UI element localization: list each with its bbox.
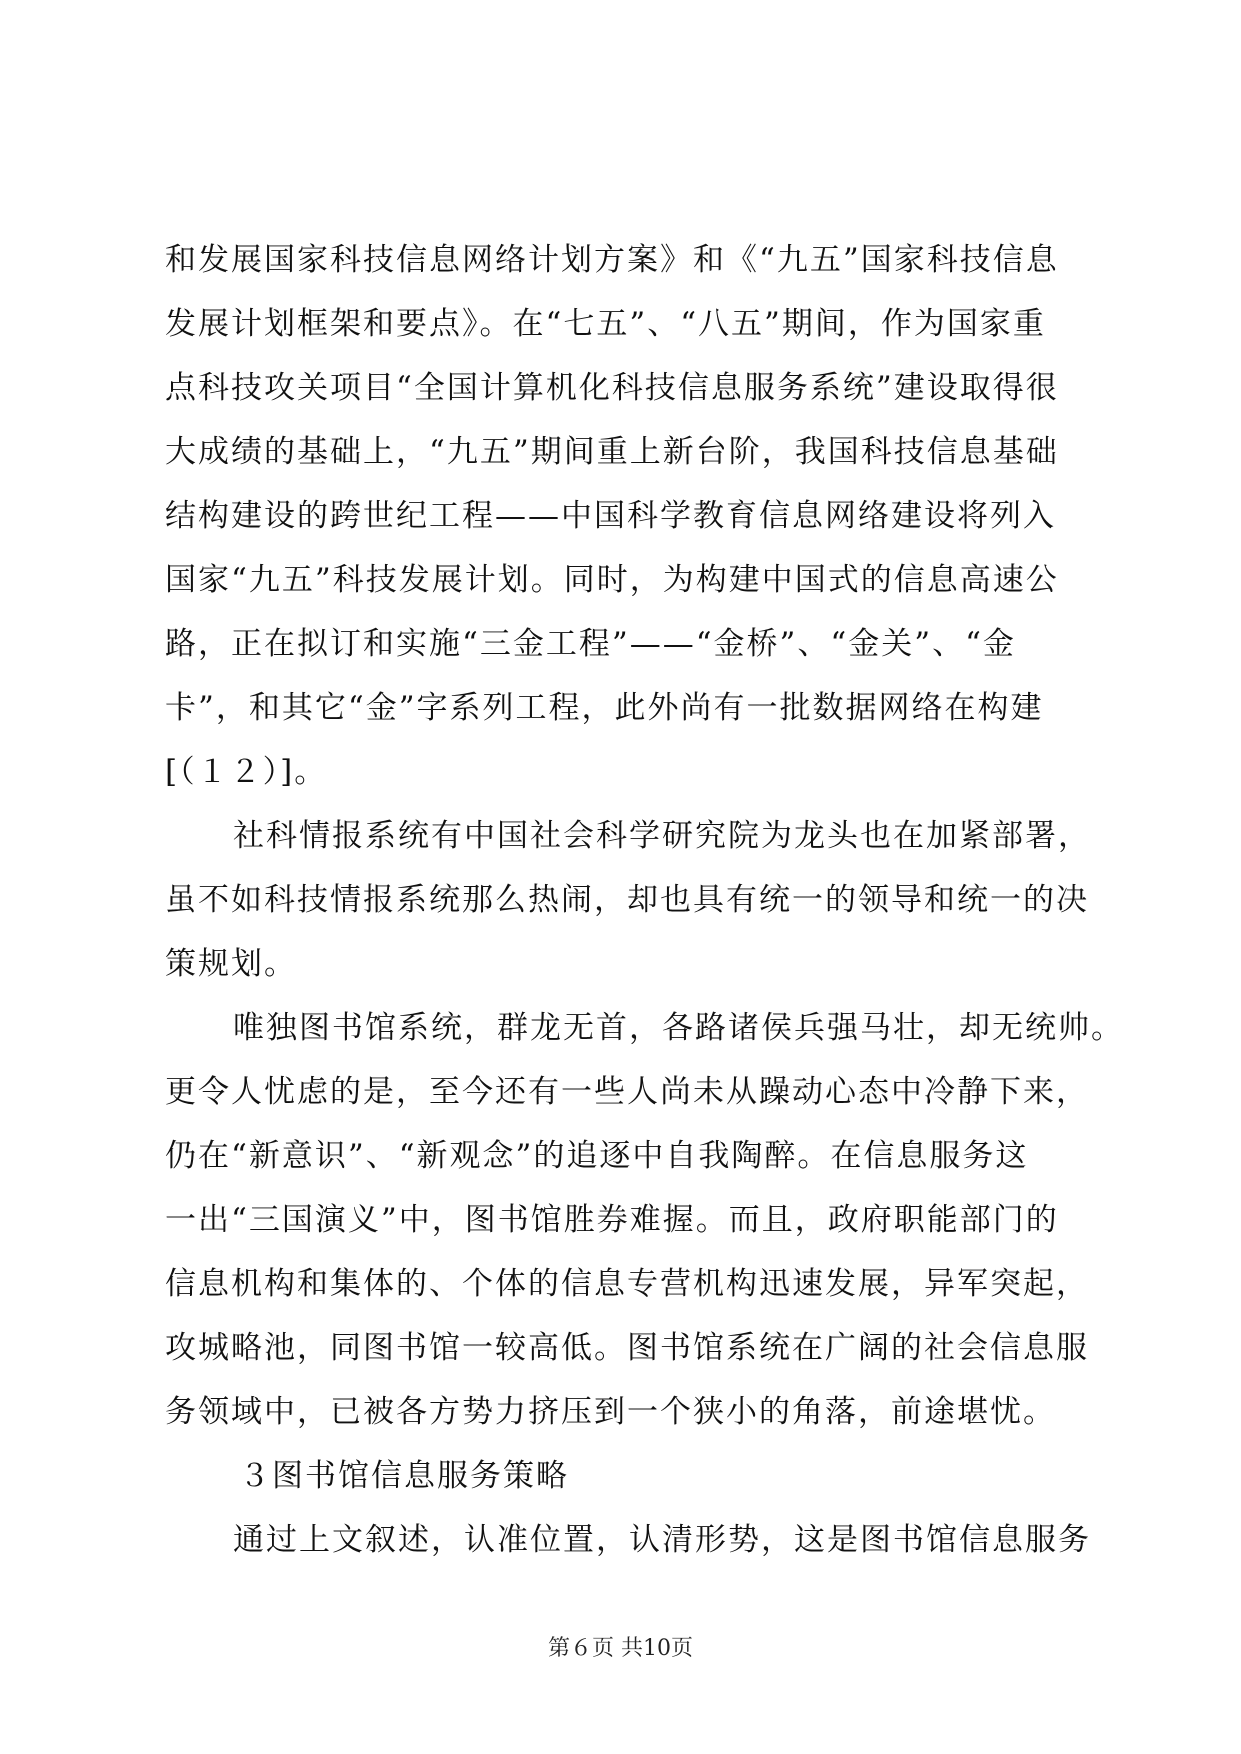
text-line: 更令人忧虑的是，至今还有一些人尚未从躁动心态中冷静下来， [165,1074,1089,1110]
text-line: 和发展国家科技信息网络计划方案》和《“九五”国家科技信息 [165,242,1059,278]
text-line: 路，正在拟订和实施“三金工程”——“金桥”、“金关”、“金 [165,626,1016,662]
document-body [165,228,1124,1572]
text-line: 虽不如科技情报系统那么热闹，却也具有统一的领导和统一的决 [165,882,1089,918]
text-line: 信息机构和集体的、个体的信息专营机构迅速发展，异军突起， [165,1266,1089,1302]
citation-line: [（１２）]。 [165,754,328,790]
text-line: 策规划。 [165,946,297,982]
section-heading: ３图书馆信息服务策略 [239,1458,569,1494]
text-line: 大成绩的基础上，“九五”期间重上新台阶，我国科技信息基础 [165,434,1059,470]
paragraph-start-line: 唯独图书馆系统，群龙无首，各路诸侯兵强马壮，却无统帅。 [233,1010,1124,1046]
text-line: 国家“九五”科技发展计划。同时，为构建中国式的信息高速公 [165,562,1059,598]
text-line: 仍在“新意识”、“新观念”的追逐中自我陶醉。在信息服务这 [165,1138,1029,1174]
text-line: 点科技攻关项目“全国计算机化科技信息服务系统”建设取得很 [165,370,1059,406]
text-line: 卡”，和其它“金”字系列工程，此外尚有一批数据网络在构建 [165,690,1044,726]
paragraph-start-line: 社科情报系统有中国社会科学研究院为龙头也在加紧部署， [233,818,1091,854]
text-line: 结构建设的跨世纪工程——中国科学教育信息网络建设将列入 [165,498,1056,534]
text-line: 攻城略池，同图书馆一较高低。图书馆系统在广阔的社会信息服 [165,1330,1089,1366]
text-line: 一出“三国演义”中，图书馆胜券难握。而且，政府职能部门的 [165,1202,1059,1238]
text-line: 发展计划框架和要点》。在“七五”、“八五”期间，作为国家重 [165,306,1046,342]
text-line: 务领域中，已被各方势力挤压到一个狭小的角落，前途堪忧。 [165,1394,1056,1430]
page-footer: 第６页 共10页 [548,1636,693,1661]
paragraph-start-line: 通过上文叙述，认准位置，认清形势，这是图书馆信息服务 [233,1522,1091,1558]
